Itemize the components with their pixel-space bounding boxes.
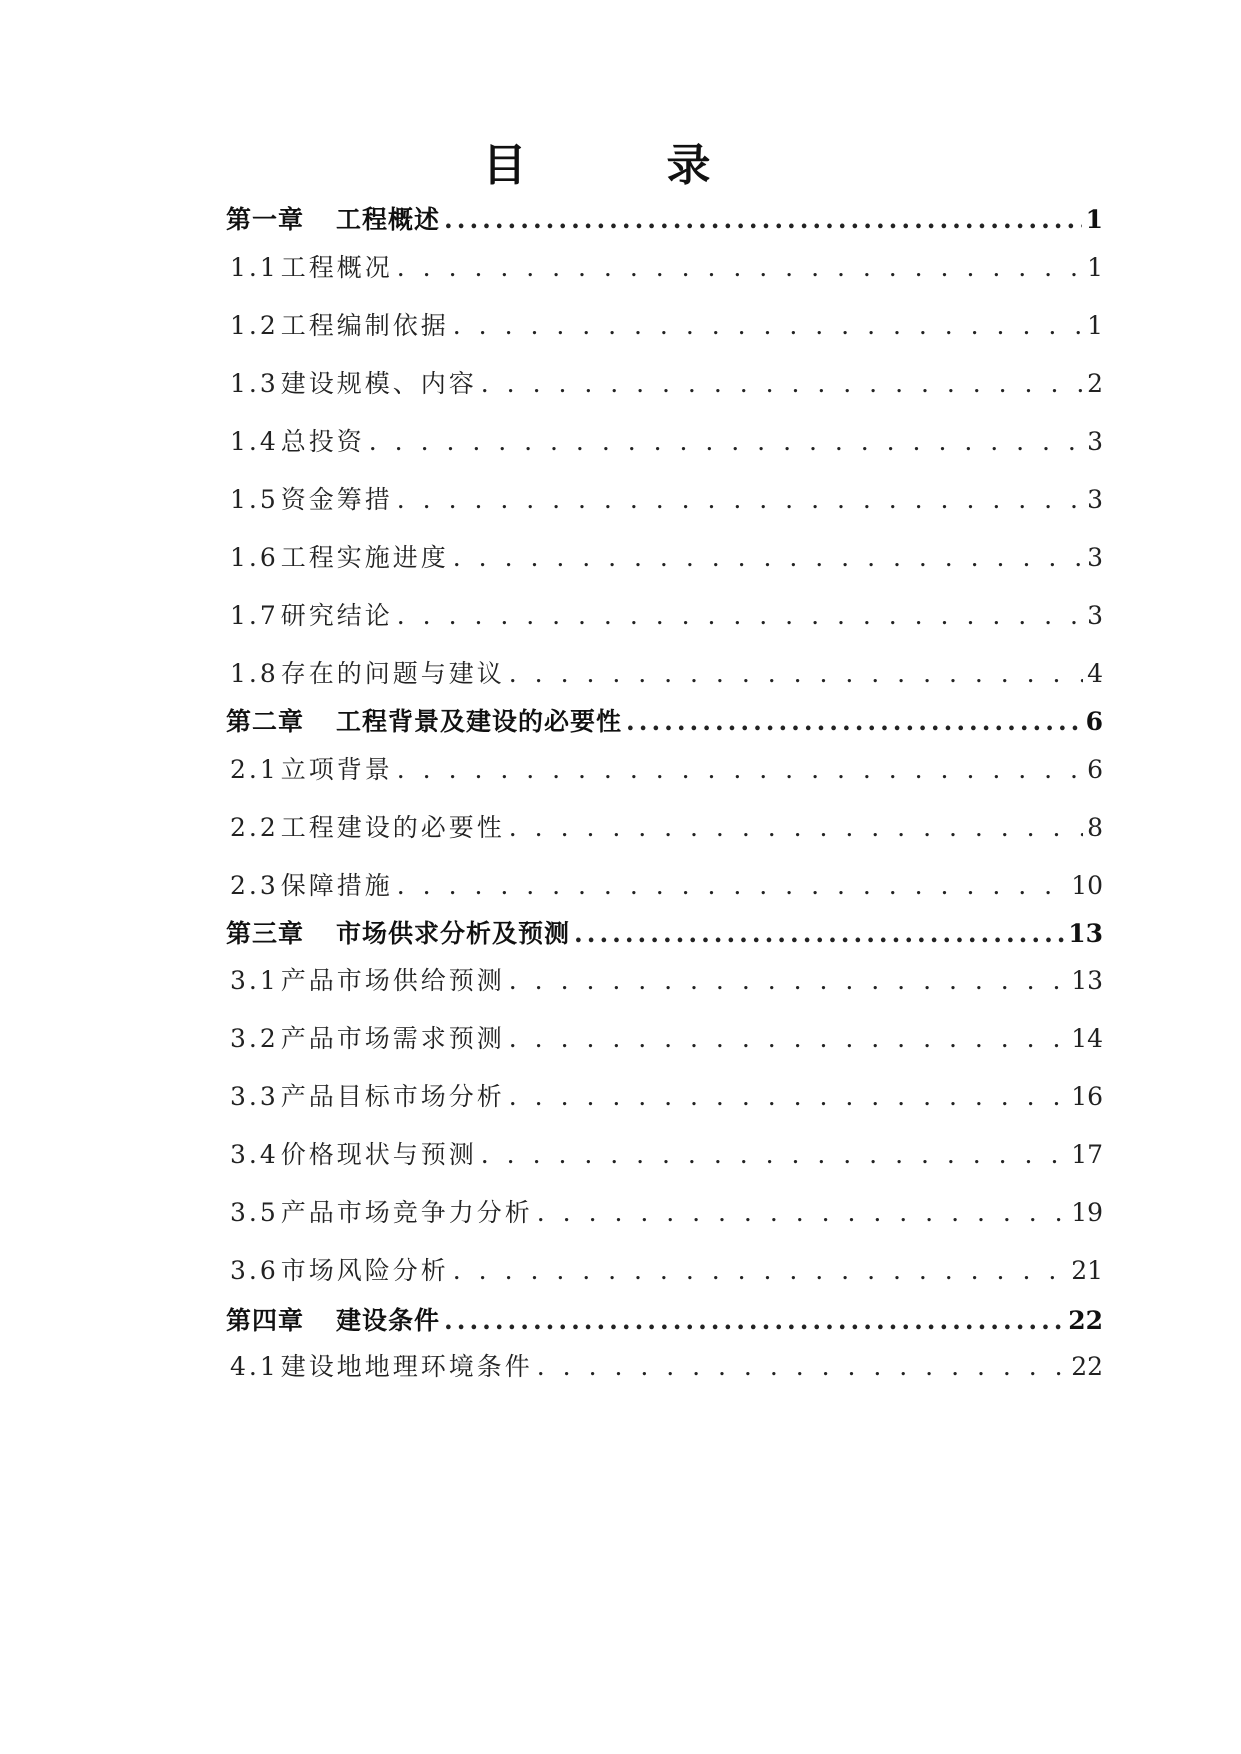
toc-entry-label: 资金筹措 (280, 485, 393, 514)
toc-entry-number: 4.1 (230, 1352, 279, 1381)
toc-entry-page-number: 19 (1071, 1198, 1103, 1227)
toc-section-entry[interactable] (230, 1022, 1103, 1056)
toc-entry-number: 1.2 (230, 311, 279, 340)
toc-entry-page-number: 1 (1087, 253, 1103, 282)
toc-dot-leader (537, 1196, 1067, 1230)
toc-dot-leader (509, 1080, 1067, 1114)
toc-entry-number: 3.3 (230, 1082, 279, 1111)
toc-entry-label: 建设规模、内容 (280, 369, 477, 398)
toc-entry-label: 工程概况 (280, 253, 393, 282)
toc-entry-page-number: 6 (1087, 755, 1103, 784)
toc-entry-label: 建设条件 (336, 1306, 441, 1335)
toc-entry-label: 价格现状与预测 (280, 1140, 477, 1169)
toc-entry-label: 工程背景及建设的必要性 (336, 707, 623, 736)
toc-entry-label: 工程实施进度 (280, 543, 449, 572)
toc-dot-leader (397, 869, 1067, 903)
toc-dot-leader (509, 964, 1067, 998)
toc-entry-label: 工程编制依据 (280, 311, 449, 340)
toc-entry-number: 3.5 (230, 1198, 279, 1227)
toc-entry-number: 2.3 (230, 871, 279, 900)
toc-entry-label: 工程建设的必要性 (280, 813, 505, 842)
toc-entry-label: 研究结论 (280, 601, 393, 630)
toc-dot-leader (397, 753, 1083, 787)
page-title: 目 录 (482, 140, 759, 191)
toc-section-entry[interactable] (230, 753, 1103, 787)
toc-entry-label: 立项背景 (280, 755, 393, 784)
toc-dot-leader (509, 1022, 1067, 1056)
toc-section-entry[interactable] (230, 869, 1103, 903)
toc-entry-number: 3.4 (230, 1140, 279, 1169)
toc-entry-page-number: 3 (1087, 601, 1103, 630)
toc-entry-label: 产品市场供给预测 (280, 966, 505, 995)
toc-dot-leader (509, 657, 1083, 691)
toc-entry-page-number: 3 (1087, 485, 1103, 514)
toc-section-entry[interactable] (230, 964, 1103, 998)
toc-chapter-entry[interactable] (226, 203, 1103, 237)
toc-dot-leader (397, 251, 1083, 285)
toc-section-entry[interactable] (230, 1080, 1103, 1114)
toc-dot-leader (444, 203, 1082, 237)
toc-entry-label: 存在的问题与建议 (280, 659, 505, 688)
toc-entry-page-number: 22 (1071, 1352, 1103, 1381)
toc-entry-number: 第四章 (226, 1306, 305, 1335)
toc-entry-label: 建设地地理环境条件 (280, 1352, 533, 1381)
toc-entry-number: 1.1 (230, 253, 279, 282)
toc-entry-label: 产品目标市场分析 (280, 1082, 505, 1111)
toc-entry-label: 市场风险分析 (280, 1256, 449, 1285)
toc-dot-leader (509, 811, 1083, 845)
toc-entry-page-number: 4 (1087, 659, 1103, 688)
toc-entry-page-number: 3 (1087, 543, 1103, 572)
toc-entry-page-number: 1 (1087, 311, 1103, 340)
toc-entry-page-number: 22 (1068, 1306, 1103, 1335)
toc-section-entry[interactable] (230, 425, 1103, 459)
toc-section-entry[interactable] (230, 1196, 1103, 1230)
toc-entry-number: 第二章 (226, 707, 305, 736)
toc-entry-page-number: 21 (1071, 1256, 1103, 1285)
toc-section-entry[interactable] (230, 251, 1103, 285)
toc-dot-leader (397, 599, 1083, 633)
toc-entry-page-number: 1 (1085, 205, 1103, 234)
toc-entry-label: 产品市场竞争力分析 (280, 1198, 533, 1227)
toc-section-entry[interactable] (230, 309, 1103, 343)
toc-entry-number: 1.6 (230, 543, 279, 572)
toc-section-entry[interactable] (230, 1138, 1103, 1172)
toc-entry-page-number: 6 (1085, 707, 1103, 736)
toc-entry-page-number: 13 (1071, 966, 1103, 995)
toc-dot-leader (537, 1350, 1067, 1384)
toc-dot-leader (453, 1254, 1067, 1288)
toc-dot-leader (481, 1138, 1067, 1172)
toc-section-entry[interactable] (230, 657, 1103, 691)
toc-entry-label: 总投资 (280, 427, 365, 456)
toc-entry-number: 3.6 (230, 1256, 279, 1285)
toc-section-entry[interactable] (230, 599, 1103, 633)
toc-entry-number: 3.1 (230, 966, 279, 995)
toc-entry-page-number: 16 (1071, 1082, 1103, 1111)
toc-entry-label: 工程概述 (336, 205, 441, 234)
toc-dot-leader (453, 309, 1083, 343)
toc-entry-number: 1.4 (230, 427, 279, 456)
toc-chapter-entry[interactable] (226, 705, 1103, 739)
toc-entry-label: 产品市场需求预测 (280, 1024, 505, 1053)
toc-entry-number: 3.2 (230, 1024, 279, 1053)
toc-entry-page-number: 2 (1087, 369, 1103, 398)
toc-chapter-entry[interactable] (226, 1304, 1103, 1338)
toc-entry-page-number: 17 (1071, 1140, 1103, 1169)
toc-entry-number: 1.8 (230, 659, 279, 688)
toc-entry-page-number: 13 (1068, 919, 1103, 948)
toc-entry-number: 第三章 (226, 919, 305, 948)
toc-entry-label: 市场供求分析及预测 (336, 919, 571, 948)
toc-entry-label: 保障措施 (280, 871, 393, 900)
toc-entry-page-number: 10 (1071, 871, 1103, 900)
toc-dot-leader (369, 425, 1083, 459)
toc-entry-page-number: 8 (1087, 813, 1103, 842)
toc-dot-leader (453, 541, 1083, 575)
toc-entry-number: 第一章 (226, 205, 305, 234)
toc-entry-number: 2.2 (230, 813, 279, 842)
toc-dot-leader (626, 705, 1082, 739)
toc-section-entry[interactable] (230, 483, 1103, 517)
toc-dot-leader (481, 367, 1083, 401)
toc-entry-number: 1.7 (230, 601, 279, 630)
toc-section-entry[interactable] (230, 811, 1103, 845)
toc-entry-page-number: 14 (1071, 1024, 1103, 1053)
toc-section-entry[interactable] (230, 367, 1103, 401)
toc-entry-number: 1.5 (230, 485, 279, 514)
toc-chapter-entry[interactable] (226, 917, 1103, 951)
toc-entry-number: 1.3 (230, 369, 279, 398)
toc-entry-page-number: 3 (1087, 427, 1103, 456)
toc-section-entry[interactable] (230, 1350, 1103, 1384)
toc-section-entry[interactable] (230, 541, 1103, 575)
toc-dot-leader (574, 917, 1064, 951)
toc-entry-number: 2.1 (230, 755, 279, 784)
toc-section-entry[interactable] (230, 1254, 1103, 1288)
toc-dot-leader (444, 1304, 1064, 1338)
toc-dot-leader (397, 483, 1083, 517)
